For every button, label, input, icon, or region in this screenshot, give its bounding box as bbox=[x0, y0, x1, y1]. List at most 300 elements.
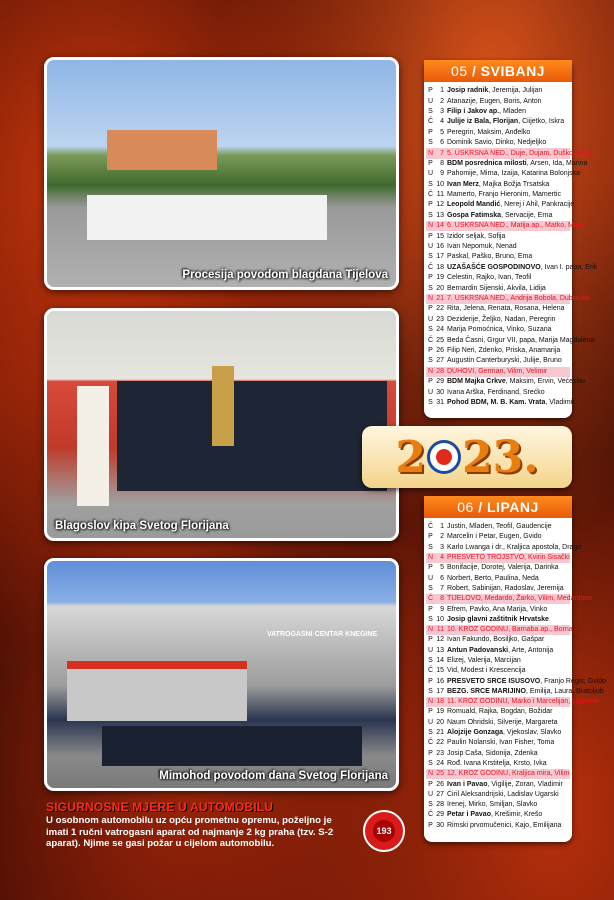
weekday: Č bbox=[427, 336, 434, 344]
calendar-day bbox=[426, 522, 570, 532]
year-digit-left: 2 bbox=[395, 431, 427, 483]
statue-shape bbox=[212, 366, 234, 446]
saint-names: , Mladen bbox=[499, 107, 526, 115]
month-number: 05 bbox=[451, 63, 468, 79]
day-number: 10 bbox=[436, 615, 444, 623]
calendar-day bbox=[426, 635, 570, 645]
name-days bbox=[447, 367, 570, 377]
name-days bbox=[447, 697, 599, 707]
fire-brigade-seal-icon bbox=[427, 440, 461, 474]
day-number: 28 bbox=[436, 801, 444, 809]
day-number: 13 bbox=[436, 211, 444, 219]
weekday: U bbox=[427, 574, 434, 582]
day-number: 3 bbox=[440, 107, 444, 115]
weekday: P bbox=[428, 708, 433, 716]
feast-name: Josip radnik bbox=[447, 87, 489, 95]
day-number: 29 bbox=[436, 378, 444, 386]
weekday: U bbox=[427, 243, 434, 251]
weekday: U bbox=[427, 718, 434, 726]
feast-name: BEZG. SRCE MARIJINO bbox=[447, 687, 526, 695]
day-number: 22 bbox=[436, 739, 444, 747]
day-number: 27 bbox=[436, 790, 444, 798]
day-number: 16 bbox=[436, 677, 444, 685]
calendar-day bbox=[426, 335, 595, 345]
calendar-day bbox=[426, 159, 588, 169]
day-number: 15 bbox=[436, 667, 444, 675]
saint-names: 10. KROZ GODINU, Barnaba ap., Borna bbox=[447, 626, 573, 634]
calendar-day bbox=[426, 656, 570, 666]
feast-name: Filip i Jakov ap. bbox=[447, 107, 500, 115]
name-days bbox=[447, 800, 570, 810]
feast-name: Josip glavni zaštitnik Hrvatske bbox=[447, 615, 549, 623]
weekday: Č bbox=[427, 667, 434, 675]
saint-names: Mamerto, Franjo Hieronim, Mamertic bbox=[447, 191, 561, 199]
weekday: P bbox=[428, 232, 433, 240]
calendar-day bbox=[426, 573, 570, 583]
day-number: 6 bbox=[440, 139, 444, 147]
saint-names: Beda Časni, Grgur VII, papa, Marija Magdalena bbox=[447, 336, 595, 344]
saint-names: 5. USKRSNA NED., Duje, Dujam, Duško, Boris bbox=[447, 149, 593, 157]
calendar-day bbox=[426, 676, 606, 686]
name-days bbox=[447, 780, 570, 790]
weekday: P bbox=[428, 677, 433, 685]
day-number: 21 bbox=[436, 295, 444, 302]
saint-names: Bonifacije, Dorotej, Valerija, Darinka bbox=[447, 564, 559, 572]
calendar-day bbox=[426, 615, 570, 625]
safety-body: U osobnom automobilu uz opću prometnu opremu, poželjno je imati 1 ručni vatrogasni aparat od najmanje 2 kg praha (tzv. S-2 aparat). Njime se gasi požar u cijelom automobilu. bbox=[46, 815, 334, 849]
name-days bbox=[447, 180, 570, 190]
fire-station-shape bbox=[67, 661, 247, 721]
day-number: 16 bbox=[436, 243, 444, 251]
day-number: 9 bbox=[440, 170, 444, 178]
saint-names: , Franjo Regis, Gvido bbox=[540, 677, 606, 685]
crowd-shape bbox=[87, 195, 327, 240]
saint-names: Bernardin Sijenski, Akvila, Lidija bbox=[447, 284, 546, 292]
feast-name: Gospa Fatimska bbox=[447, 211, 502, 219]
calendar-day bbox=[426, 117, 570, 127]
saint-names: Paskal, Paško, Bruno, Ema bbox=[447, 253, 533, 261]
name-days bbox=[447, 625, 573, 635]
building-sign: VATROGASNI CENTAR KNEGINE bbox=[267, 631, 378, 638]
saint-names: Marcelin i Petar, Eugen, Gvido bbox=[447, 533, 542, 541]
name-days bbox=[447, 315, 570, 325]
calendar-day bbox=[426, 190, 570, 200]
calendar-day bbox=[426, 356, 570, 366]
calendar-day bbox=[426, 211, 570, 221]
calendar-day bbox=[426, 325, 570, 335]
saint-names: Pahomije, Mirna, Izaija, Katarina Bolonjska bbox=[447, 170, 581, 178]
calendar-day bbox=[426, 687, 604, 697]
name-days bbox=[447, 200, 574, 210]
weekday: N bbox=[427, 770, 434, 778]
weekday: N bbox=[427, 149, 434, 157]
day-number: 21 bbox=[436, 729, 444, 737]
weekday: P bbox=[428, 159, 433, 167]
day-number: 19 bbox=[436, 708, 444, 716]
saint-names: 12. KROZ GODINU, Kraljica mira, Vilim bbox=[447, 770, 570, 778]
name-days bbox=[447, 769, 570, 779]
day-number: 6 bbox=[440, 574, 444, 582]
saint-names: Elizej, Valerija, Marcijan bbox=[447, 657, 521, 664]
name-days bbox=[447, 543, 581, 553]
saint-names: Justin, Mladen, Teofil, Gaudencije bbox=[447, 523, 552, 531]
calendar-day bbox=[426, 738, 570, 748]
weekday: N bbox=[427, 698, 434, 706]
day-number: 11 bbox=[436, 626, 444, 634]
day-number: 12 bbox=[436, 201, 444, 209]
calendar-day bbox=[426, 315, 570, 325]
day-number: 7 bbox=[440, 584, 444, 592]
weekday: U bbox=[427, 790, 434, 798]
name-days bbox=[447, 738, 570, 748]
name-days bbox=[447, 107, 570, 117]
calendar-day bbox=[426, 304, 570, 314]
name-days bbox=[447, 304, 570, 314]
name-days bbox=[447, 221, 584, 231]
name-days bbox=[447, 117, 570, 127]
day-number: 22 bbox=[436, 305, 444, 313]
saint-names: Ivan Nepomuk, Nenad bbox=[447, 243, 517, 251]
weekday: P bbox=[428, 564, 433, 572]
name-days bbox=[447, 159, 587, 169]
day-number: 24 bbox=[436, 326, 444, 334]
name-days bbox=[447, 821, 570, 831]
day-number: 8 bbox=[440, 595, 444, 603]
calendar-day bbox=[426, 387, 570, 397]
feast-name: PRESVETO SRCE ISUSOVO bbox=[447, 677, 541, 685]
weekday: S bbox=[428, 584, 433, 592]
name-days bbox=[447, 522, 570, 532]
name-days bbox=[447, 615, 570, 625]
weekday: P bbox=[428, 780, 433, 788]
saint-names: Karlo Lwanga i dr., Kraljica apostola, Drago bbox=[447, 543, 582, 551]
name-days bbox=[447, 553, 570, 563]
day-number: 28 bbox=[436, 367, 444, 375]
calendar-day bbox=[426, 398, 575, 408]
weekday: P bbox=[428, 87, 433, 95]
saint-names: , Maksim, Ervin, Većeslav bbox=[505, 378, 586, 386]
photo-caption: Blagoslov kipa Svetog Florijana bbox=[55, 520, 229, 532]
calendar-day bbox=[426, 148, 593, 158]
name-days bbox=[447, 532, 570, 542]
day-number: 2 bbox=[440, 533, 444, 541]
weekday: P bbox=[428, 821, 433, 829]
weekday: P bbox=[428, 605, 433, 613]
day-number: 8 bbox=[440, 159, 444, 167]
weekday: N bbox=[427, 367, 434, 375]
saint-names: Augustin Canterburyski, Julije, Bruno bbox=[447, 357, 562, 365]
day-number: 17 bbox=[436, 687, 444, 695]
calendar-day bbox=[426, 128, 570, 138]
day-number: 1 bbox=[440, 523, 444, 531]
day-number: 18 bbox=[436, 263, 444, 271]
weekday: S bbox=[428, 759, 433, 767]
day-number: 1 bbox=[440, 87, 444, 95]
day-number: 20 bbox=[436, 718, 444, 726]
name-days bbox=[447, 169, 580, 179]
weekday: S bbox=[428, 284, 433, 292]
saint-names: , Vigilije, Zoran, Vladimir bbox=[487, 780, 563, 788]
name-days bbox=[447, 388, 570, 398]
saint-names: Paulin Nolanski, Ivan Fisher, Toma bbox=[447, 739, 555, 747]
calendar-day bbox=[426, 263, 598, 273]
weekday: U bbox=[427, 170, 434, 178]
weekday: N bbox=[427, 626, 434, 634]
calendar-day bbox=[426, 625, 573, 635]
day-number: 29 bbox=[436, 811, 444, 819]
saint-names: PRESVETO TROJSTVO, Kvirin Sisački bbox=[447, 554, 570, 562]
saint-names: , Krešimir, Krešo bbox=[490, 811, 543, 819]
calendar-day bbox=[426, 180, 570, 190]
weekday: S bbox=[428, 729, 433, 737]
weekday: S bbox=[428, 326, 433, 334]
name-days bbox=[447, 263, 597, 273]
saint-names: , Vjekoslav, Slavko bbox=[503, 729, 562, 737]
saint-names: Romuald, Rajka, Bogdan, Božidar bbox=[447, 708, 553, 716]
weekday: U bbox=[427, 388, 434, 396]
saint-names: , Majka Božja Trsatska bbox=[478, 180, 550, 188]
day-number: 31 bbox=[436, 398, 444, 406]
saint-names: Dominik Savio, Dinko, Nedjeljko bbox=[447, 139, 547, 147]
name-days bbox=[447, 790, 570, 800]
day-list bbox=[424, 82, 598, 410]
name-days bbox=[447, 707, 570, 717]
calendar-day bbox=[426, 584, 570, 594]
year-digit-right: 23. bbox=[462, 431, 539, 483]
saint-names: , Ciijetko, Iskra bbox=[518, 118, 565, 126]
calendar-day bbox=[426, 200, 575, 210]
calendar-day bbox=[426, 242, 570, 252]
weekday: S bbox=[428, 801, 433, 809]
feast-name: Julije iz Bala, Florijan bbox=[447, 118, 519, 126]
saint-names: Filip Neri, Zdenko, Priska, Anamarija bbox=[447, 346, 561, 354]
saint-names: , Arte, Antonija bbox=[508, 646, 554, 654]
calendar-day bbox=[426, 697, 599, 707]
photo-blessing bbox=[44, 308, 399, 541]
calendar-day bbox=[426, 377, 586, 387]
day-number: 4 bbox=[440, 118, 444, 126]
photo-parade bbox=[44, 558, 399, 791]
day-number: 18 bbox=[436, 698, 444, 706]
saint-names: Vid, Modest i Krescencija bbox=[447, 667, 526, 675]
calendar-day bbox=[426, 594, 592, 604]
day-number: 19 bbox=[436, 274, 444, 282]
day-number: 30 bbox=[436, 821, 444, 829]
feast-name: Alojzije Gonzaga bbox=[447, 729, 504, 737]
name-days bbox=[447, 232, 570, 242]
month-name: LIPANJ bbox=[487, 499, 539, 515]
weekday: U bbox=[427, 97, 434, 105]
calendar-june bbox=[424, 496, 606, 842]
name-days bbox=[447, 677, 606, 687]
photo-caption: Procesija povodom blagdana Tijelova bbox=[182, 269, 388, 281]
name-days bbox=[447, 242, 570, 252]
weekday: N bbox=[427, 295, 434, 302]
feast-name: Petar i Pavao bbox=[447, 811, 491, 819]
saint-names: DUHOVI, German, Vilim, Velimir bbox=[447, 367, 548, 375]
day-number: 5 bbox=[440, 128, 444, 136]
calendar-day bbox=[426, 666, 570, 676]
calendar-day bbox=[426, 252, 570, 262]
name-days bbox=[447, 190, 570, 200]
weekday: S bbox=[428, 687, 433, 695]
name-days bbox=[447, 356, 570, 366]
name-days bbox=[447, 398, 575, 408]
weekday: S bbox=[428, 211, 433, 219]
calendar-day bbox=[426, 646, 570, 656]
calendar-day bbox=[426, 367, 570, 377]
saint-names: Celestin, Rajko, Ivan, Teofil bbox=[447, 274, 532, 282]
day-number: 23 bbox=[436, 315, 444, 323]
name-days bbox=[447, 605, 570, 615]
saint-names: , Jeremija, Julijan bbox=[488, 87, 543, 95]
name-days bbox=[447, 594, 592, 604]
day-number: 3 bbox=[440, 543, 444, 551]
calendar-day bbox=[426, 810, 570, 820]
day-number: 10 bbox=[436, 180, 444, 188]
day-number: 5 bbox=[440, 564, 444, 572]
day-number: 15 bbox=[436, 232, 444, 240]
name-days bbox=[447, 718, 570, 728]
year-banner bbox=[362, 426, 572, 488]
weekday: P bbox=[428, 749, 433, 757]
day-number: 20 bbox=[436, 284, 444, 292]
saint-names: 7. USKRSNA NED., Andrija Bobola, Dubravka bbox=[447, 295, 590, 302]
calendar-day bbox=[426, 96, 570, 106]
calendar-day bbox=[426, 273, 570, 283]
feast-name: Leopold Mandić bbox=[447, 201, 501, 209]
feast-name: UZAŠAŠĆE GOSPODINOVO bbox=[447, 263, 541, 271]
calendar-day bbox=[426, 231, 570, 241]
firefighters-group-shape bbox=[117, 381, 387, 491]
weekday: P bbox=[428, 128, 433, 136]
name-days bbox=[447, 635, 570, 645]
safety-title: SIGURNOSNE MJERE U AUTOMOBILU bbox=[46, 800, 274, 814]
day-number: 4 bbox=[440, 554, 444, 562]
weekday: N bbox=[427, 554, 434, 562]
weekday: P bbox=[428, 533, 433, 541]
calendar-day bbox=[426, 800, 570, 810]
day-number: 23 bbox=[436, 749, 444, 757]
feast-name: Ivan Merz bbox=[447, 180, 479, 188]
weekday: Č bbox=[427, 523, 434, 531]
calendar-day bbox=[426, 749, 570, 759]
emergency-number: 193 bbox=[373, 820, 395, 842]
saint-names: Norbert, Berto, Paulina, Neda bbox=[447, 574, 539, 582]
month-number: 06 bbox=[457, 499, 474, 515]
saint-names: , Arsen, Ida, Marina bbox=[526, 159, 588, 167]
saint-names: Josip Caša, Sidonija, Zdenka bbox=[447, 749, 538, 757]
name-days bbox=[447, 211, 570, 221]
weekday: P bbox=[428, 378, 433, 386]
weekday: Č bbox=[427, 811, 434, 819]
weekday: Č bbox=[427, 118, 434, 126]
calendar-day bbox=[426, 86, 570, 96]
saint-names: , Ivan I. papa, Erik bbox=[540, 263, 598, 271]
calendar-may bbox=[424, 60, 598, 418]
name-days bbox=[447, 149, 593, 159]
weekday: S bbox=[428, 253, 433, 261]
name-days bbox=[447, 749, 570, 759]
day-number: 11 bbox=[436, 191, 444, 199]
feast-name: Pohod BDM, M. B. Kam. Vrata bbox=[447, 398, 546, 406]
name-days bbox=[447, 294, 590, 304]
saint-names: Naum Ohridski, Silverije, Margareta bbox=[447, 718, 558, 726]
weekday: N bbox=[427, 222, 434, 230]
saint-names: Ivan Fakundo, Bosiljko, Gašpar bbox=[447, 636, 545, 644]
saint-names: Rođ. Ivana Krstitelja, Krsto, Ivka bbox=[447, 759, 547, 767]
saint-names: Rita, Jelena, Renata, Rosana, Helena bbox=[447, 305, 565, 313]
weekday: P bbox=[428, 636, 433, 644]
calendar-day bbox=[426, 221, 584, 231]
weekday: Č bbox=[427, 263, 434, 271]
weekday: Č bbox=[427, 739, 434, 747]
name-days bbox=[447, 584, 570, 594]
day-number: 26 bbox=[436, 346, 444, 354]
weekday: P bbox=[428, 305, 433, 313]
priest-shape bbox=[77, 386, 109, 506]
calendar-day bbox=[426, 532, 570, 542]
day-number: 12 bbox=[436, 636, 444, 644]
weekday: S bbox=[428, 398, 433, 406]
saint-names: Irenej, Mirko, Smiljan, Slavko bbox=[447, 801, 538, 809]
saint-names: , Nerej i Ahil, Pankracije bbox=[500, 201, 575, 209]
day-number: 2 bbox=[440, 97, 444, 105]
calendar-day bbox=[426, 728, 570, 738]
name-days bbox=[447, 252, 570, 262]
month-header: 05 / SVIBANJ bbox=[424, 60, 572, 82]
name-days bbox=[447, 646, 570, 656]
saint-names: , Vladimir bbox=[545, 398, 575, 406]
feast-name: BDM posrednica milosti bbox=[447, 159, 527, 167]
saint-names: Marija Pomoćnica, Vinko, Suzana bbox=[447, 326, 552, 334]
saint-names: 6. USKRSNA NED., Matija ap., Matko, Mate bbox=[447, 222, 584, 230]
calendar-day bbox=[426, 563, 570, 573]
day-number: 30 bbox=[436, 388, 444, 396]
calendar-day bbox=[426, 707, 570, 717]
feast-name: BDM Majka Crkve bbox=[447, 378, 506, 386]
name-days bbox=[447, 656, 570, 666]
feast-name: Ivan i Pavao bbox=[447, 780, 488, 788]
photo-procession bbox=[44, 57, 399, 290]
weekday: P bbox=[428, 274, 433, 282]
calendar-day bbox=[426, 718, 570, 728]
name-days bbox=[447, 563, 570, 573]
name-days bbox=[447, 138, 570, 148]
saint-names: , Emilija, Laura, Bratoljub bbox=[525, 687, 604, 695]
day-number: 7 bbox=[440, 149, 444, 157]
day-number: 26 bbox=[436, 780, 444, 788]
name-days bbox=[447, 810, 570, 820]
calendar-day bbox=[426, 346, 570, 356]
day-number: 14 bbox=[436, 657, 444, 664]
name-days bbox=[447, 86, 570, 96]
calendar-day bbox=[426, 604, 570, 614]
weekday: Č bbox=[427, 191, 434, 199]
weekday: S bbox=[428, 357, 433, 365]
calendar-day bbox=[426, 779, 570, 789]
saint-names: 11. KROZ GODINU, Marko i Marcelijan, Ljubomir bbox=[447, 698, 599, 706]
name-days bbox=[447, 97, 570, 107]
saint-names: Robert, Sabinijan, Radoslav, Jeremija bbox=[447, 584, 564, 592]
firefighters-line-shape bbox=[102, 726, 362, 766]
feast-name: Antun Padovanski bbox=[447, 646, 509, 654]
saint-names: Atanazije, Eugen, Boris, Anton bbox=[447, 97, 542, 105]
name-days bbox=[447, 666, 570, 676]
name-days bbox=[447, 687, 604, 697]
saint-names: Izidor seljak, Sofija bbox=[447, 232, 506, 240]
weekday: U bbox=[427, 315, 434, 323]
